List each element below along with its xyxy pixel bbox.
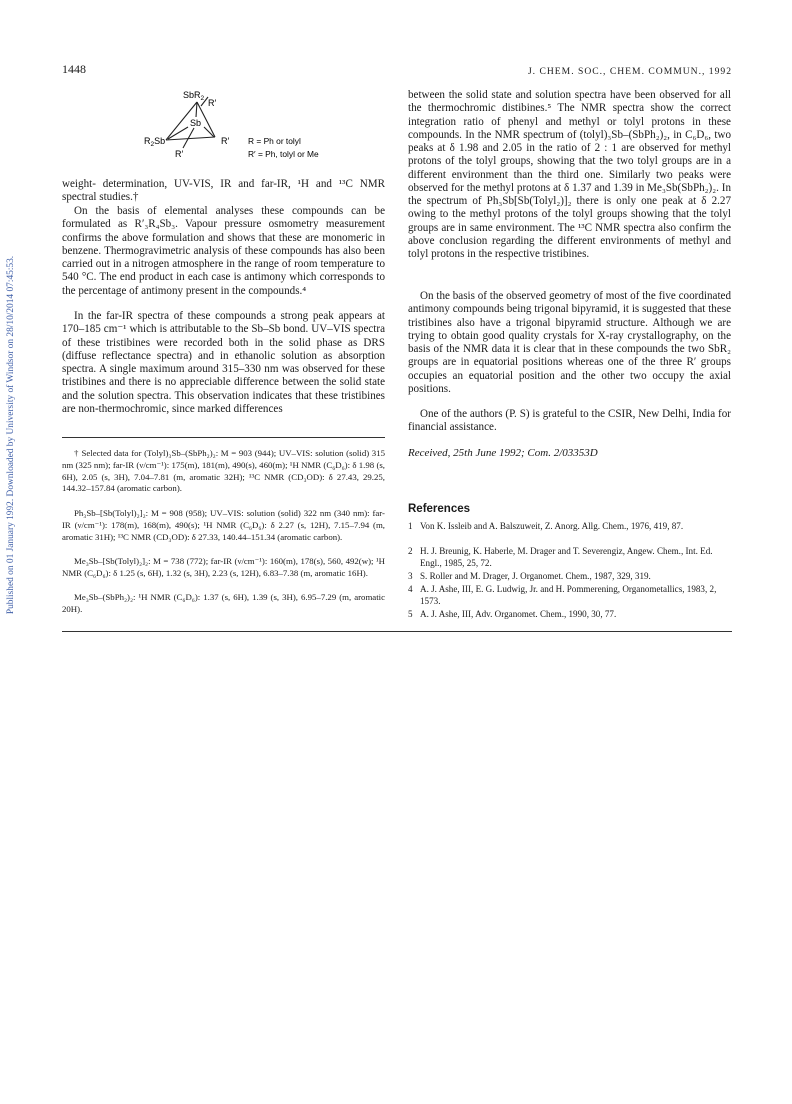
- paragraph-nmr-spectra: between the solid state and solution spectra have been observed for all the thermochromic distibines.⁵ The NMR spectra show the correct integration ratio of phenyl and methyl or tolyl protons in these compounds. In the NMR spectrum of (tolyl)₃Sb–(SbPh₂)₂, in C₆D₆, two peaks at δ 1.98 and 2.05 in the ratio of 2 : 1 are observed for methyl protons of the tolyl groups, showing that the two tolyl groups are in a different environment than the third one. Similarly two peaks were observed for the methyl protons at δ 1.37 and 1.39 in Me₃Sb(SbPh₂)₂. In the spectrum of Ph₃Sb[Sb(Tolyl₂)]₂ there is only one peak at δ 2.27 owing to the methyl protons of the tolyl groups showing that the tolyl groups are in same environment. The ¹³C NMR spectra also confirm the above conclusion regarding the different environments of methyl and tolyl protons in the respective tristibines.: [408, 89, 731, 260]
- page-number: 1448: [62, 62, 86, 76]
- reference-text: S. Roller and M. Drager, J. Organomet. Chem., 1987, 329, 319.: [420, 571, 651, 581]
- paragraph-far-ir: In the far-IR spectra of these compounds a strong peak appears at 170–185 cm⁻¹ which is attributable to the Sb–Sb bond. UV–VIS spectra of these tristibines were recorded both in the solid phase as DRS (diffuse reflectance spectra) and in ethanolic solution as absorption spectra. A single maximum around 315–330 nm was observed for these tristibines and there is no appreciable difference between the solid state and the solution spectra. This observation indicates that these tristibines are non-thermochromic, since marked differences: [62, 310, 385, 415]
- center-sb-label: Sb: [190, 118, 202, 128]
- reference-number: 5: [408, 609, 413, 619]
- reference-text: A. J. Ashe, III, E. G. Ludwig, Jr. and H. Pommerening, Organometallics, 1983, 2, 1573.: [420, 584, 717, 606]
- right-rprime-label: R′: [221, 136, 230, 146]
- reference-text: A. J. Ashe, III, Adv. Organomet. Chem., 1990, 30, 77.: [420, 609, 617, 619]
- reference-item: [408, 570, 731, 582]
- bottom-rprime-label: R′: [175, 149, 184, 159]
- legend-r-prime: R′ = Ph, tolyl or Me: [248, 149, 319, 159]
- top-sb-label: SbR$_2$: [183, 90, 205, 102]
- reference-number: 3: [408, 571, 413, 581]
- paragraph-geometry: On the basis of the observed geometry of most of the five coordinated antimony compounds being trigonal bipyramid, it is suggested that these tristibines also have a trigonal bipyramid structure. Although we are trying to obtain good quality crystals for X-ray crystallography, on the basis of the NMR data it is clear that in these compounds the two SbR₂ groups are in equatorial positions whereas one of the three R′ groups occupies an equatorial position and the other two occupy the axial positions.: [408, 290, 731, 395]
- reference-item: [408, 608, 731, 620]
- bond-top-center: [196, 102, 197, 117]
- footnote-3: Me₃Sb–[Sb(Tolyl)₂]₂: M = 738 (772); far-IR (ν/cm⁻¹): 160(m), 178(s), 560, 492(w); ¹H NMR (C₆D₆): δ 1.25 (s, 6H), 1.32 (s, 3H), 2.23 (s, 12H), 6.83–7.38 (m, aromatic 16H).: [62, 556, 385, 578]
- reference-text: H. J. Breunig, K. Haberle, M. Drager and T. Severengiz, Angew. Chem., Int. Ed. Engl., 1985, 25, 72.: [420, 546, 713, 568]
- references-heading: References: [408, 503, 471, 515]
- paragraph-elemental-analyses: On the basis of elemental analyses these compounds can be formulated as R′₃R₄Sb₃. Vapour pressure osmometry measurement confirms the above formulation and shows that these are monomeric in benzene. Thermogravimetric analysis of these compounds has also been carried out in a nitrogen atmosphere in the range of room temperature to 540 °C. The end product in each case is antimony which corresponds to the percentage of antimony present in the compounds.⁴: [62, 205, 385, 297]
- download-watermark-text: Published on 01 January 1992. Downloaded by University of Windsor on 28/10/2014 07:45:53.: [6, 255, 16, 615]
- top-rprime-label: R′: [208, 98, 217, 108]
- received-date: Received, 25th June 1992; Com. 2/03353D: [408, 447, 598, 459]
- footnote-4: Me₃Sb–(SbPh₂)₂: ¹H NMR (C₆D₆): 1.37 (s, 6H), 1.39 (s, 3H), 6.95–7.29 (m, aromatic 20H).: [62, 592, 385, 614]
- legend-r: R = Ph or tolyl: [248, 136, 301, 146]
- bond-center-left: [168, 127, 188, 139]
- footnote-rule: [62, 437, 385, 438]
- reference-number: 4: [408, 584, 413, 594]
- paragraph-acknowledgement: One of the authors (P. S) is grateful to the CSIR, New Delhi, India for financial assistance.: [408, 408, 731, 434]
- reference-number: 2: [408, 546, 413, 556]
- reference-text: Von K. Issleib and A. Balszuweit, Z. Anorg. Allg. Chem., 1976, 419, 87.: [420, 521, 684, 531]
- bond-left-right: [166, 137, 215, 140]
- reference-item: [408, 520, 731, 532]
- reference-item: [408, 545, 731, 569]
- left-sb-label: $R_2Sb$: [144, 136, 166, 148]
- reference-number: 1: [408, 521, 413, 531]
- reference-item: [408, 583, 731, 607]
- footnote-2: Ph₃Sb–[Sb(Tolyl)₂]₂: M = 908 (958); UV–VIS: solution (solid) 322 nm (340 nm): far-IR (ν/cm⁻¹): 178(m), 168(m), 490(s); ¹H NMR (C₆D₆): δ 2.27 (s, 12H), 7.15–7.94 (m, aromatic 31H); ¹³C NMR (CD₃OD): δ 27.33, 140.44–151.34 (aromatic carbon).: [62, 508, 385, 542]
- page-bottom-rule: [62, 631, 732, 632]
- paragraph-weight-determination: weight- determination, UV-VIS, IR and far-IR, ¹H and ¹³C NMR spectral studies.†: [62, 178, 385, 204]
- running-head: J. CHEM. SOC., CHEM. COMMUN., 1992: [527, 66, 732, 77]
- footnote-1: † Selected data for (Tolyl)₃Sb–(SbPh₂)₂: M = 903 (944); UV–VIS: solution (solid) 315 nm (325 nm); far-IR (ν/cm⁻¹): 175(m), 181(m), 490(s), 460(m); ¹H NMR (C₆D₆): δ 1.98 (s, 6H), 2.05 (s, 3H), 7.04–7.81 (m, aromatic 32H); ¹³C NMR (CD₃OD): δ 27.43, 29.25, 144.32–157.84 (aromatic carbon).: [62, 448, 385, 494]
- structure-figure: [62, 84, 385, 164]
- download-watermark: [4, 220, 18, 650]
